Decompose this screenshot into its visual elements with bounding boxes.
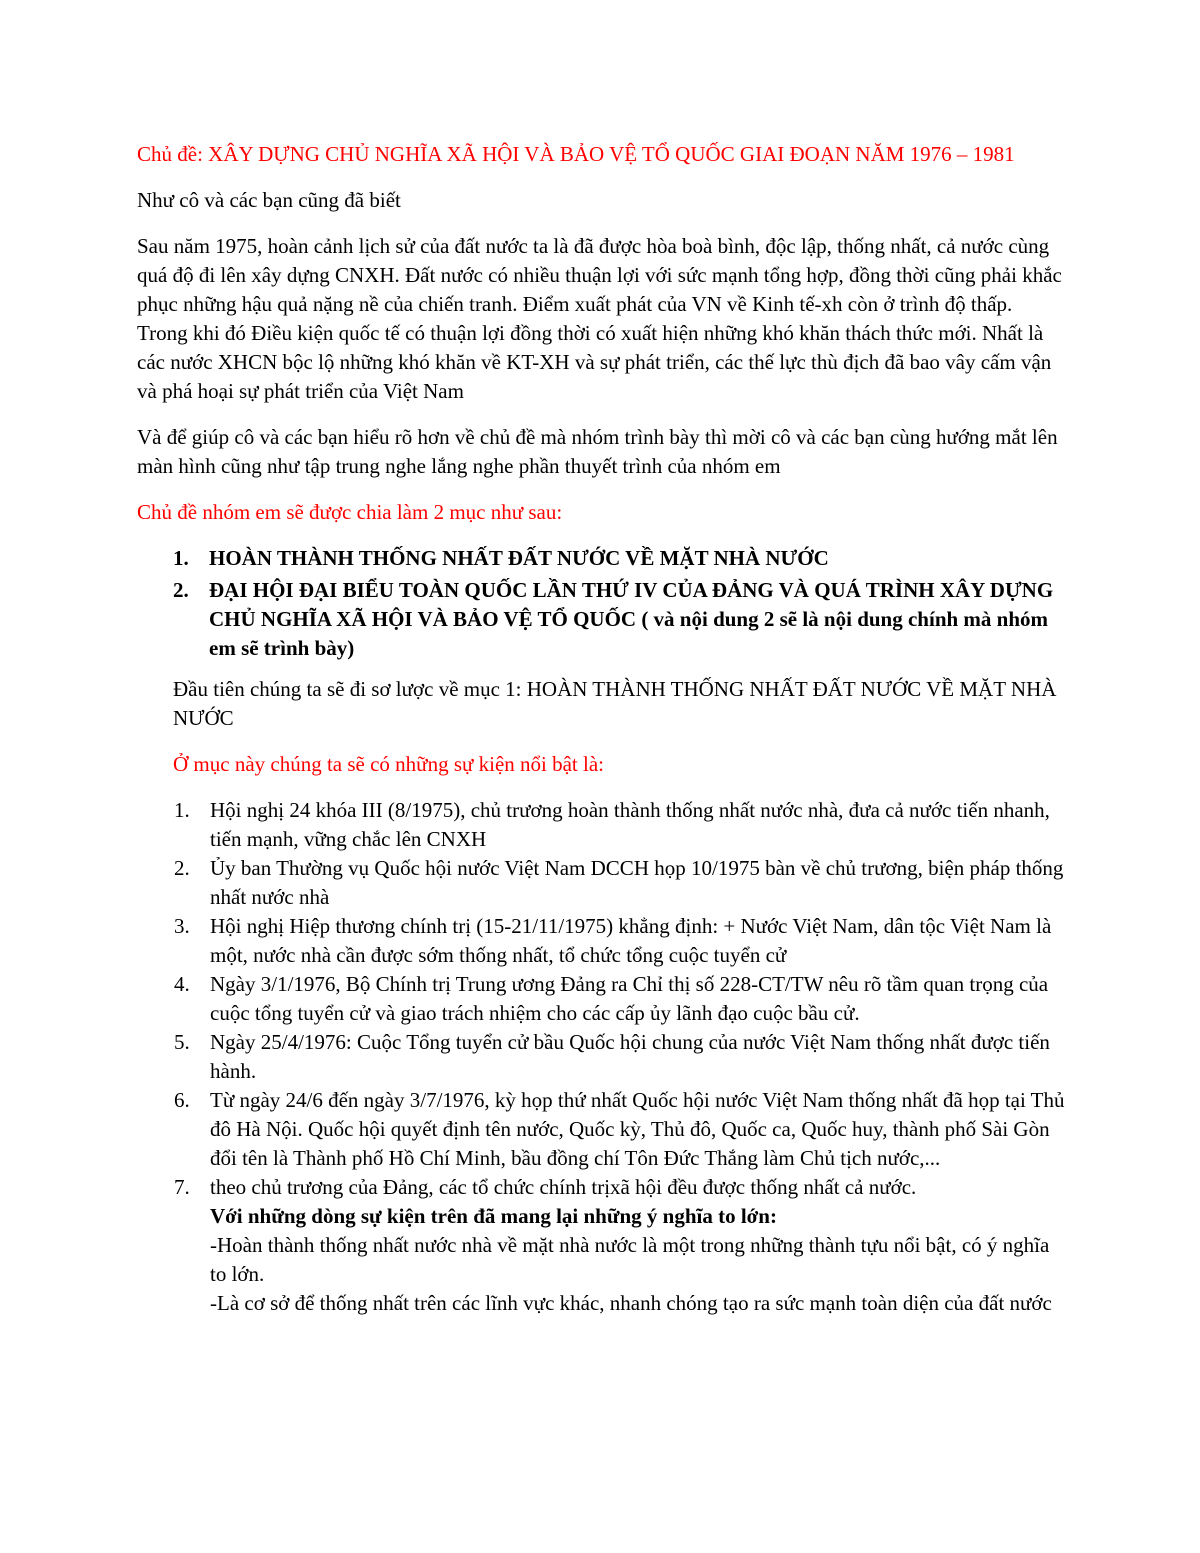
intro-text: Như cô và các bạn cũng đã biết: [137, 188, 401, 212]
event-text: Từ ngày 24/6 đến ngày 3/7/1976, kỳ họp thứ nhất Quốc hội nước Việt Nam thống nhất đã họp tại Thủ đô Hà Nội. Quốc hội quyết định tên nước, Quốc kỳ, Thủ đô, Quốc ca, Quốc huy, thành phố Sài Gòn đổi tên là Thành phố Hồ Chí Minh, bầu đồng chí Tôn Đức Thắng làm Chủ tịch nước,...: [210, 1088, 1065, 1170]
event-item-3: [137, 912, 1067, 970]
event-text: Ủy ban Thường vụ Quốc hội nước Việt Nam DCCH họp 10/1975 bàn về chủ trương, biện pháp thống nhất nước nhà: [210, 856, 1064, 909]
events-heading: Ở mục này chúng ta sẽ có những sự kiện nổi bật là:: [173, 752, 605, 776]
document-title: Chủ đề: XÂY DỰNG CHỦ NGHĨA XÃ HỘI VÀ BẢO VỆ TỔ QUỐC GIAI ĐOẠN NĂM 1976 – 1981: [137, 142, 1015, 166]
sections-list: [173, 544, 1067, 663]
event-item-5: [137, 1028, 1067, 1086]
document-page: [137, 140, 1067, 1318]
sections-heading: Chủ đề nhóm em sẽ được chia làm 2 mục như sau:: [137, 500, 563, 524]
event-number: 2.: [174, 856, 190, 880]
section-text: HOÀN THÀNH THỐNG NHẤT ĐẤT NƯỚC VỀ MẶT NHÀ NƯỚC: [209, 546, 829, 570]
meaning-point-1: -Hoàn thành thống nhất nước nhà về mặt nhà nước là một trong những thành tựu nổi bật, có ý nghĩa to lớn.: [210, 1233, 1050, 1286]
meaning-title: Với những dòng sự kiện trên đã mang lại những ý nghĩa to lớn:: [210, 1204, 777, 1228]
event-item-2: [137, 854, 1067, 912]
section-item-1: [173, 544, 1067, 573]
event-item-6: [137, 1086, 1067, 1173]
event-number: 7.: [174, 1175, 190, 1199]
event-number: 4.: [174, 972, 190, 996]
event-text: Hội nghị 24 khóa III (8/1975), chủ trương hoàn thành thống nhất nước nhà, đưa cả nước tiến nhanh, tiến mạnh, vững chắc lên CNXH: [210, 798, 1050, 851]
section-text: ĐẠI HỘI ĐẠI BIỂU TOÀN QUỐC LẦN THỨ IV CỦA ĐẢNG VÀ QUÁ TRÌNH XÂY DỰNG CHỦ NGHĨA XÃ HỘI VÀ BẢO VỆ TỔ QUỐC ( và nội dung 2 sẽ là nội dung chính mà nhóm em sẽ trình bày): [209, 578, 1054, 660]
context-paragraph: Sau năm 1975, hoàn cảnh lịch sử của đất nước ta là đã được hòa boà bình, độc lập, thống nhất, cả nước cùng quá độ đi lên xây dựng CNXH. Đất nước có nhiều thuận lợi với sức mạnh tổng hợp, đồng thời cũng phải khắc phục những hậu quả nặng nề của chiến tranh. Điểm xuất phát của VN về Kinh tế-xh còn ở trình độ thấp. Trong khi đó Điều kiện quốc tế có thuận lợi đồng thời có xuất hiện những khó khăn thách thức mới. Nhất là các nước XHCN bộc lộ những khó khăn về KT-XH và sự phát triển, các thế lực thù địch đã bao vây cấm vận và phá hoại sự phát triển của Việt Nam: [137, 234, 1062, 403]
events-list: [137, 796, 1067, 1318]
event-number: 5.: [174, 1030, 190, 1054]
event-item-1: [137, 796, 1067, 854]
section-number: 2.: [173, 578, 189, 602]
event-item-4: [137, 970, 1067, 1028]
event-number: 1.: [174, 798, 190, 822]
event-number: 3.: [174, 914, 190, 938]
event-text: Ngày 3/1/1976, Bộ Chính trị Trung ương Đảng ra Chỉ thị số 228-CT/TW nêu rõ tầm quan trọng của cuộc tổng tuyển cử và giao trách nhiệm cho các cấp ủy lãnh đạo cuộc bầu cử.: [210, 972, 1049, 1025]
meaning-point-2: -Là cơ sở để thống nhất trên các lĩnh vực khác, nhanh chóng tạo ra sức mạnh toàn diện của đất nước: [210, 1291, 1052, 1315]
event-text: theo chủ trương của Đảng, các tổ chức chính trịxã hội đều được thống nhất cả nước.: [210, 1175, 917, 1199]
event-number: 6.: [174, 1088, 190, 1112]
first-section-intro: Đầu tiên chúng ta sẽ đi sơ lược về mục 1: HOÀN THÀNH THỐNG NHẤT ĐẤT NƯỚC VỀ MẶT NHÀ NƯỚC: [173, 677, 1057, 730]
section-number: 1.: [173, 546, 189, 570]
event-text: Ngày 25/4/1976: Cuộc Tổng tuyển cử bầu Quốc hội chung của nước Việt Nam thống nhất được tiến hành.: [210, 1030, 1050, 1083]
section-item-2: [173, 576, 1067, 663]
event-item-7: [137, 1173, 1067, 1318]
event-text: Hội nghị Hiệp thương chính trị (15-21/11/1975) khẳng định: + Nước Việt Nam, dân tộc Việt Nam là một, nước nhà cần được sớm thống nhất, tổ chức tổng cuộc tuyển cử: [210, 914, 1052, 967]
invitation-paragraph: Và để giúp cô và các bạn hiểu rõ hơn về chủ đề mà nhóm trình bày thì mời cô và các bạn cùng hướng mắt lên màn hình cũng như tập trung nghe lắng nghe phần thuyết trình của nhóm em: [137, 425, 1058, 478]
